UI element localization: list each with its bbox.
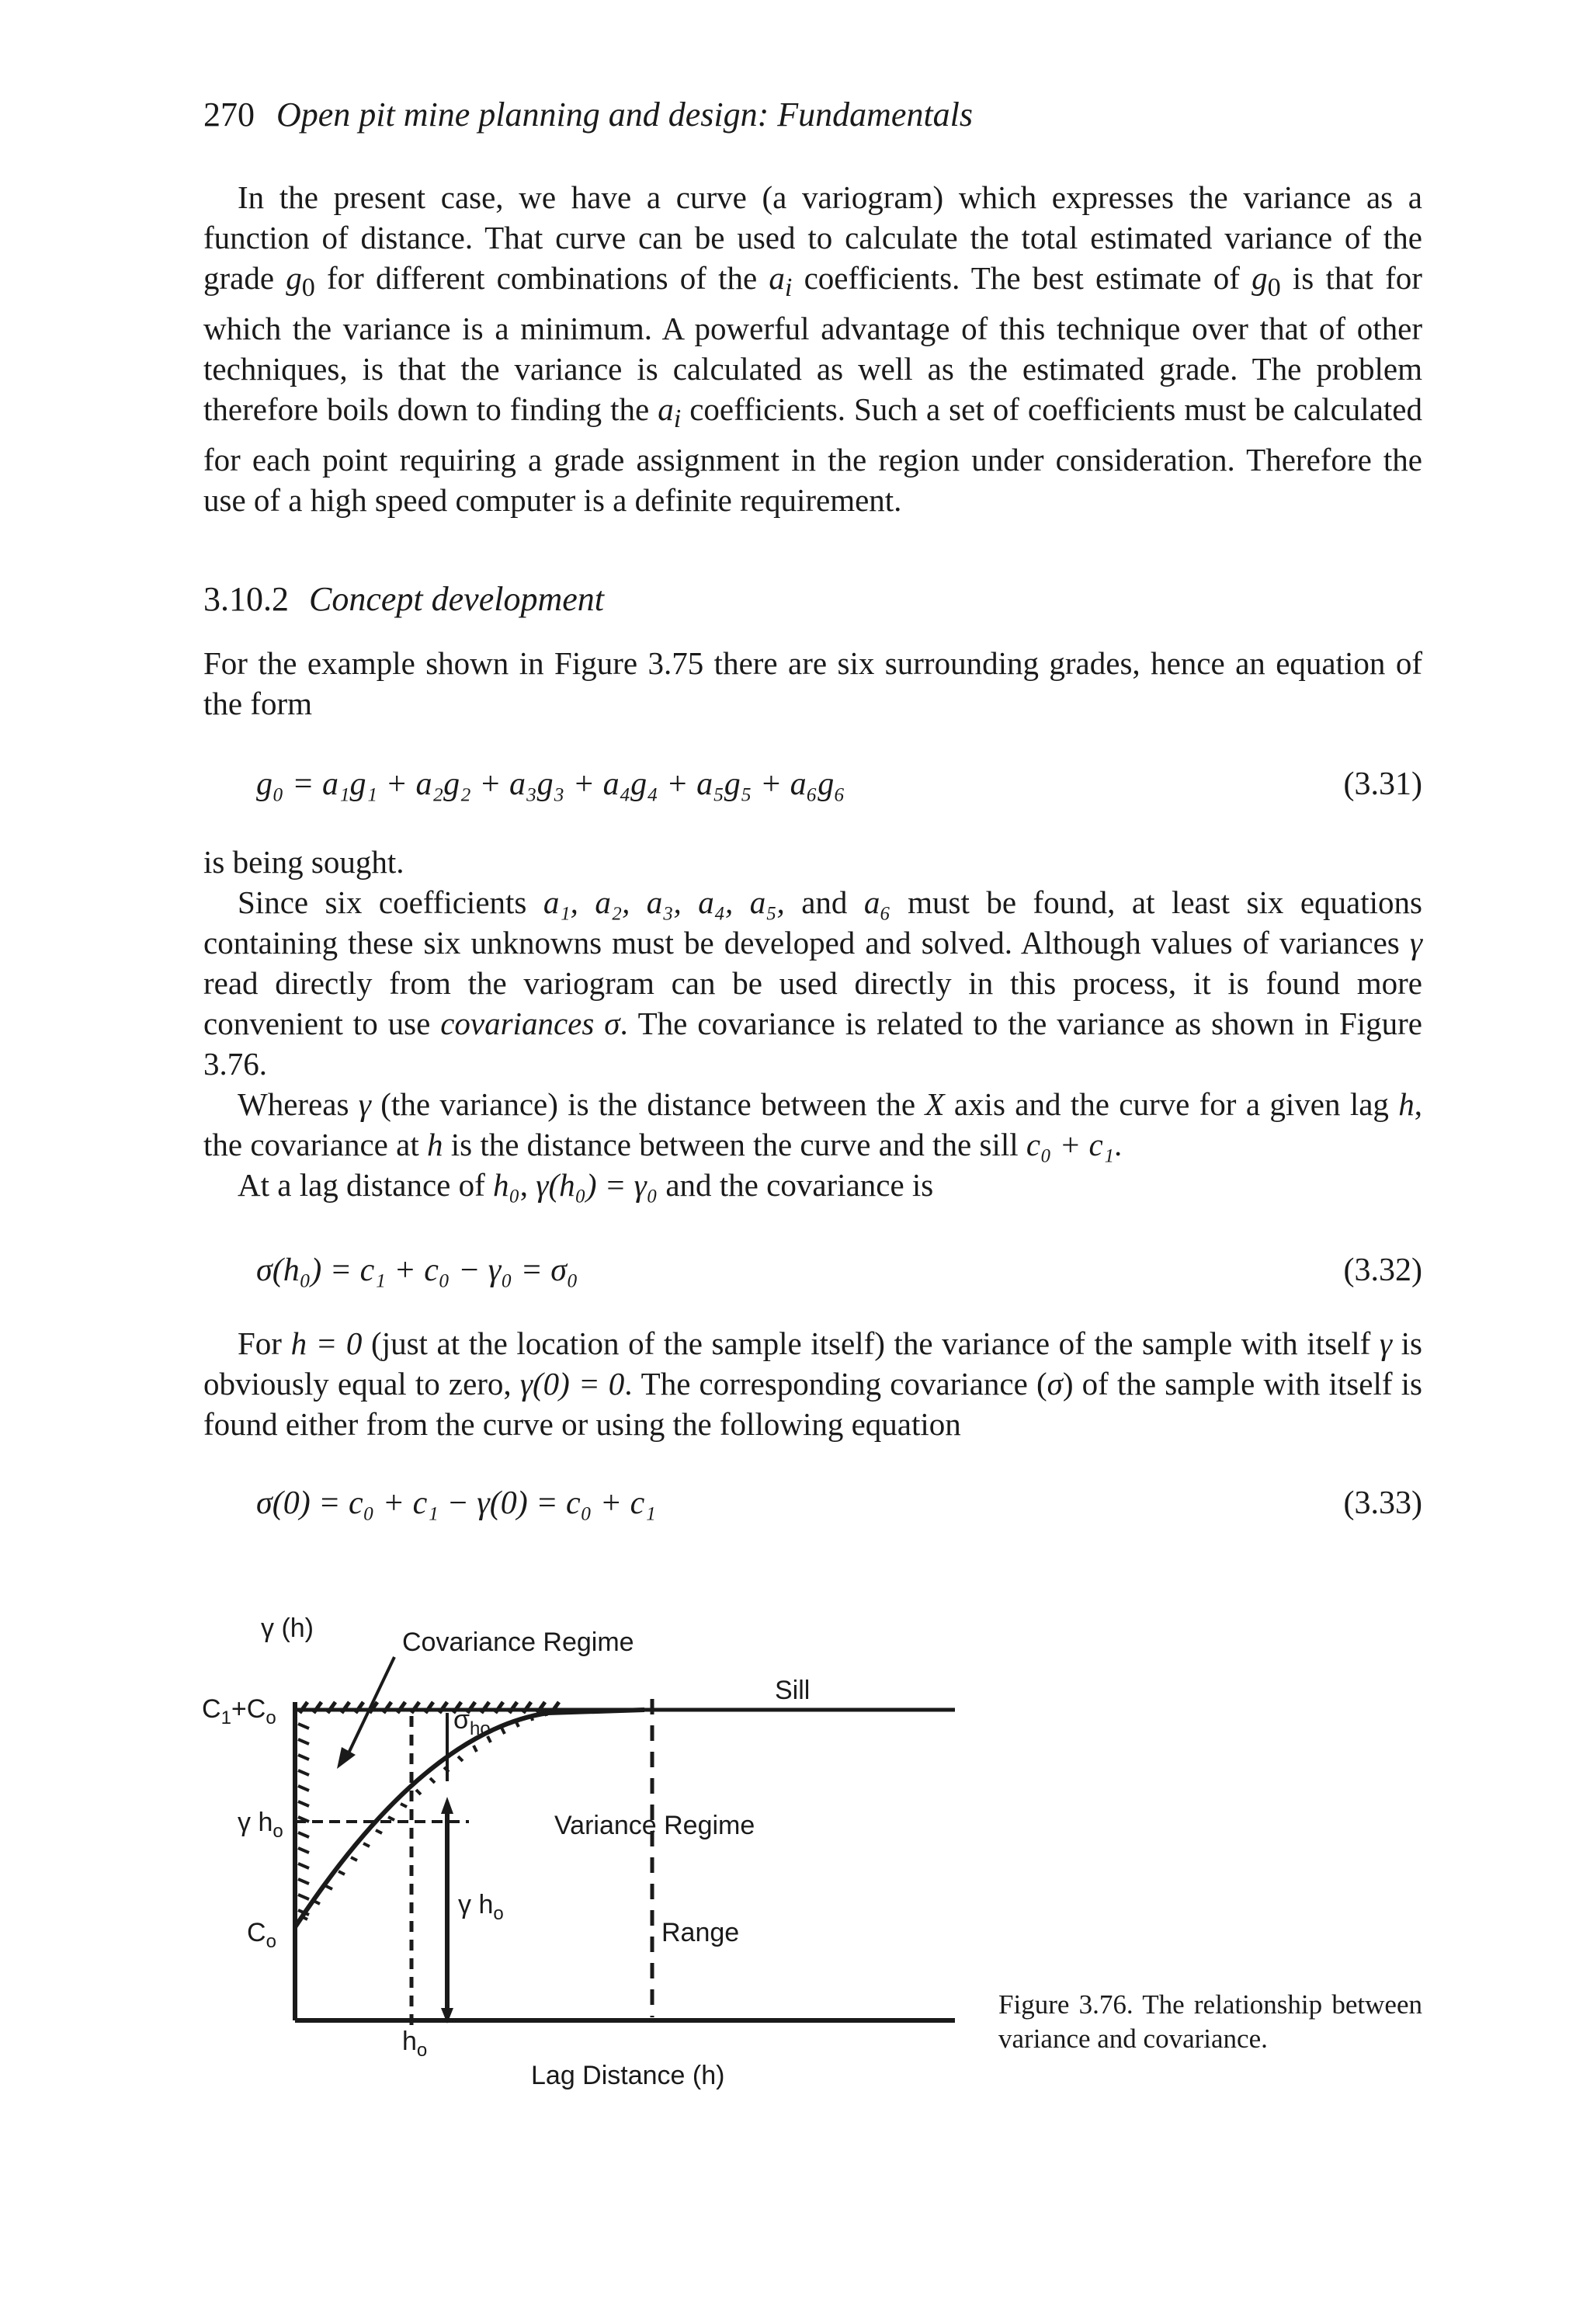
section-heading	[203, 576, 604, 623]
sigma-ho-label: $\sigma_{ho}$	[453, 1705, 491, 1739]
gamma-ho-mid-label: γ $h_o$	[458, 1890, 504, 1924]
x-axis-label: Lag Distance (h)	[531, 2061, 725, 2090]
equation-number-3-33: (3.33)	[1343, 1485, 1422, 1521]
ho-label: $h_o$	[402, 2027, 428, 2061]
covariance-regime-label: Covariance Regime	[402, 1627, 634, 1657]
c0-label: $C_o$	[247, 1918, 276, 1952]
variance-regime-label: Variance Regime	[554, 1811, 755, 1840]
y-axis-label: γ (h)	[261, 1614, 314, 1643]
section-title: Concept development	[309, 580, 604, 618]
paragraph-h-zero: For h = 0 (just at the location of the sample itself) the variance of the sample with itself γ is obviously equal to zero, γ(0) = 0. The corresponding covariance (σ) of the sample with itself is found either from the curve or using the following equation	[203, 1325, 1422, 1442]
equation-number-3-31: (3.31)	[1343, 766, 1422, 802]
paragraph-sought: is being sought.	[203, 844, 404, 880]
paragraph-lag: At a lag distance of h₀, γ(h₀) = γ₀ and the covariance is	[238, 1167, 934, 1203]
figure-3-76	[191, 1600, 980, 2128]
sill-label: Sill	[775, 1676, 811, 1705]
equation-3-32: σ(h₀) = c₁ + c₀ − γ₀ = σ₀	[256, 1252, 578, 1288]
equation-3-31: g₀ = a₁g₁ + a₂g₂ + a₃g₃ + a₄g₄ + a₅g₅ + a₆g₆	[256, 766, 845, 802]
paragraph-coefficients: Since six coefficients a₁, a₂, a₃, a₄, a₅, and a₆ must be found, at least six equations containing these six unknowns must be developed and solved. Although values of variances γ read directly from the variogram can be used directly in this process, it is found more convenient to use covariances σ. The covariance is related to the variance as shown in Figure 3.76.	[203, 884, 1422, 1082]
curve-hatching	[301, 1710, 547, 1919]
equation-number-3-32: (3.32)	[1343, 1252, 1422, 1288]
range-label: Range	[661, 1918, 740, 1947]
axis-hatching	[298, 1724, 309, 1915]
section-number: 3.10.2	[203, 580, 289, 618]
running-header	[203, 92, 973, 138]
gamma-ho-left-label: γ $h_o$	[238, 1808, 283, 1842]
paragraph-example: For the example shown in Figure 3.75 there are six surrounding grades, hence an equation of the form	[203, 645, 1422, 721]
c1c0-label: $C_1+C_o$	[202, 1694, 276, 1728]
page-number: 270	[203, 96, 255, 134]
covariance-arrow-head	[337, 1747, 356, 1769]
paragraph-variogram: In the present case, we have a curve (a variogram) which expresses the variance as a function of distance. That curve can be used to calculate the total estimated variance of the grade $g_0$ for different combinations of the $a_i$ coefficients. The best estimate of $g_0$ is that for which the variance is a minimum. A powerful advantage of this technique over that of other techniques, is that the variance is calculated as well as the estimated grade. The problem therefore boils down to finding the $a_i$ coefficients. Such a set of coefficients must be calculated for each point requiring a grade assignment in the region under consideration. Therefore the use of a high speed computer is a definite requirement.	[203, 179, 1422, 519]
figure-caption: Figure 3.76. The relationship between variance and covariance.	[998, 1989, 1422, 2054]
paragraph-whereas: Whereas γ (the variance) is the distance between the X axis and the curve for a given lag h, the covariance at h is the distance between the curve and the sill c₀ + c₁.	[203, 1086, 1423, 1162]
equation-3-33: σ(0) = c₀ + c₁ − γ(0) = c₀ + c₁	[256, 1485, 656, 1521]
running-title: Open pit mine planning and design: Fundamentals	[276, 96, 974, 134]
